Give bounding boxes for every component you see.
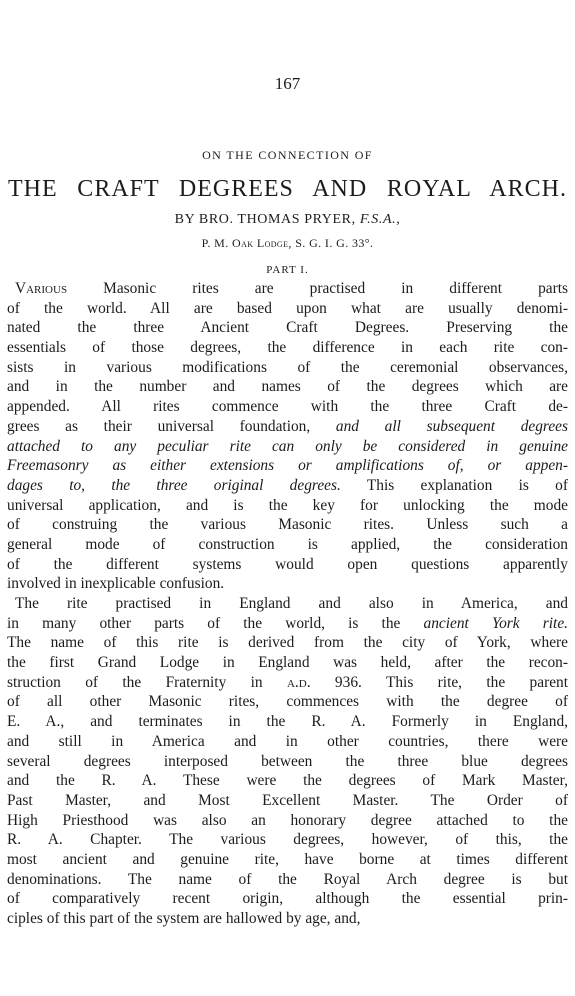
text-line [7, 811, 568, 831]
author-lodge [0, 236, 575, 251]
text-segment: struction of the Fraternity in [7, 673, 287, 691]
part-heading: PART I. [266, 264, 309, 276]
text-segment: general mode of construction is applied, the consideration [7, 535, 568, 553]
pre-title: ON THE CONNECTION OF [202, 148, 373, 162]
text-line [7, 791, 568, 811]
text-segment: and still in America and in other countries, there were [7, 732, 568, 750]
text-segment: involved in inexplicable confusion. [7, 575, 225, 593]
text-segment: of comparatively recent origin, although the essential prin- [7, 890, 568, 908]
text-segment: of the world. All are based upon what are usually denomi- [7, 299, 568, 317]
text-segment: 936. This rite, the parent [310, 673, 569, 691]
lodge-name: Oak Lodge [232, 236, 289, 250]
italic-text: ancient York rite. [423, 614, 568, 632]
text-line [7, 692, 568, 712]
text-line [7, 614, 568, 634]
text-line [7, 712, 568, 732]
text-segment: of construing the various Masonic rites. Unless such a [7, 516, 568, 534]
text-line [7, 417, 568, 437]
italic-text: and all subsequent degrees [335, 417, 568, 435]
text-line [7, 358, 568, 378]
text-segment: most ancient and genuine rite, have borne at times different [7, 850, 568, 868]
text-line [7, 732, 568, 752]
text-line [7, 850, 568, 870]
text-segment: sists in various modifications of the ceremonial observances, [7, 358, 568, 376]
text-segment: nated the three Ancient Craft Degrees. Preserving the [7, 319, 568, 337]
text-line [7, 397, 568, 417]
text-line [7, 752, 568, 772]
text-segment: and in the number and names of the degrees which are [7, 378, 568, 396]
text-segment: This explanation is of [340, 476, 568, 494]
text-line [7, 771, 568, 791]
text-segment: of all other Masonic rites, commences with the degree of [7, 693, 568, 711]
text-segment: Masonic rites are practised in different parts [67, 280, 568, 297]
text-segment: denominations. The name of the Royal Arch degree is but [7, 870, 568, 888]
text-line [7, 338, 568, 358]
paragraph-1 [7, 279, 568, 594]
page-number: 167 [274, 74, 301, 93]
text-segment: High Priesthood was also an honorary degree attached to the [7, 811, 568, 829]
text-segment: grees as their universal foundation, [7, 417, 336, 435]
text-segment: of the different systems would open questions apparently [7, 555, 568, 573]
small-caps-text: Various [15, 280, 68, 297]
article-body [7, 279, 568, 929]
text-line [7, 299, 568, 319]
text-line [7, 318, 568, 338]
italic-text: Freemasonry as either extensions or amplifications of, or appen- [7, 457, 568, 475]
text-segment: The name of this rite is derived from the city of York, where [7, 634, 568, 652]
lodge-degrees: , S. G. I. G. 33°. [288, 236, 374, 250]
paragraph-2 [7, 594, 568, 929]
text-line [7, 830, 568, 850]
text-segment: several degrees interposed between the three blue degrees [7, 752, 568, 770]
text-segment: and the R. A. These were the degrees of Mark Master, [7, 772, 568, 790]
text-line [7, 515, 568, 535]
text-segment: ciples of this part of the system are hallowed by age, and, [7, 910, 361, 927]
text-line [7, 870, 568, 890]
text-line [7, 633, 568, 653]
text-line [7, 574, 568, 594]
author-byline [0, 212, 575, 228]
text-line [7, 889, 568, 909]
author-name: BY BRO. THOMAS PRYER, [174, 212, 356, 227]
text-segment: the first Grand Lodge in England was held, after the recon- [7, 654, 568, 672]
italic-text: attached to any peculiar rite can only be considered in genuine [7, 437, 568, 455]
text-segment: universal application, and is the key for unlocking the mode [7, 496, 568, 514]
text-line [7, 673, 568, 693]
text-line [7, 909, 568, 929]
small-caps-text: a.d. [286, 673, 311, 691]
text-line [7, 279, 568, 299]
article-title: THE CRAFT DEGREES AND ROYAL ARCH. [8, 176, 567, 202]
text-line [7, 496, 568, 516]
text-line [7, 456, 568, 476]
text-segment: E. A., and terminates in the R. A. Formerly in England, [7, 713, 568, 731]
text-line [7, 377, 568, 397]
text-segment: Past Master, and Most Excellent Master. The Order of [7, 791, 568, 809]
text-segment: The rite practised in England and also in America, and [15, 595, 568, 612]
text-line [7, 437, 568, 457]
text-line [7, 653, 568, 673]
italic-text: dages to, the three original degrees. [7, 476, 341, 494]
text-line [7, 535, 568, 555]
text-segment: in many other parts of the world, is the [7, 614, 424, 632]
author-credential: F.S.A., [359, 212, 401, 227]
text-line [7, 476, 568, 496]
text-line [7, 594, 568, 614]
lodge-pm: P. M. [201, 236, 229, 250]
text-segment: essentials of those degrees, the difference in each rite con- [7, 339, 568, 357]
text-line [7, 555, 568, 575]
text-segment: appended. All rites commence with the three Craft de- [7, 398, 568, 416]
text-segment: R. A. Chapter. The various degrees, however, of this, the [7, 831, 568, 849]
